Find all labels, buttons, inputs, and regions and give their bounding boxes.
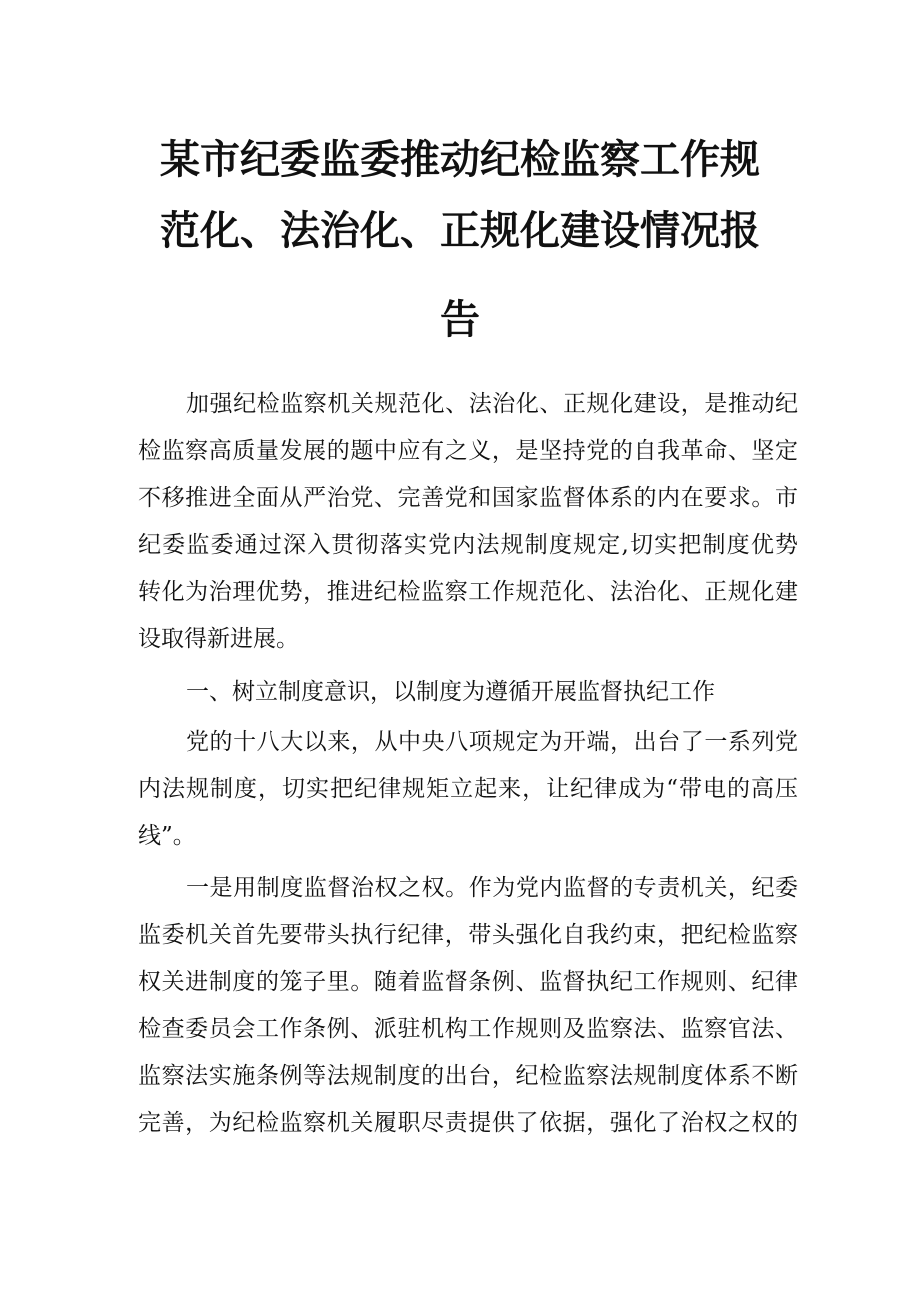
para3-line-6: 完善，为纪检监察机关履职尽责提供了依据，强化了治权之权的 [138,1110,798,1136]
intro-line-6: 设取得新进展。 [138,626,299,652]
intro-line-4: 纪委监委通过深入贯彻落实党内法规制度规定,切实把制度优势 [138,532,798,558]
document-title-line-1: 某市纪委监委推动纪检监察工作规 [160,137,760,183]
document-title-line-3: 告 [440,297,480,343]
intro-line-2: 检监察高质量发展的题中应有之义，是坚持党的自我革命、坚定 [138,438,798,464]
intro-line-1: 加强纪检监察机关规范化、法治化、正规化建设，是推动纪 [186,391,798,417]
para3-line-4: 检查委员会工作条例、派驻机构工作规则及监察法、监察官法、 [138,1016,798,1042]
document-title-line-2: 范化、法治化、正规化建设情况报 [160,208,760,254]
para3-line-2: 监委机关首先要带头执行纪律，带头强化自我约束，把纪检监察 [138,922,798,948]
intro-line-5: 转化为治理优势，推进纪检监察工作规范化、法治化、正规化建 [138,579,798,605]
section-1-heading: 一、树立制度意识，以制度为遵循开展监督执纪工作 [186,679,715,705]
para3-line-1: 一是用制度监督治权之权。作为党内监督的专责机关，纪委 [186,875,798,901]
para3-line-3: 权关进制度的笼子里。随着监督条例、监督执纪工作规则、纪律 [138,969,798,995]
para3-line-5: 监察法实施条例等法规制度的出台，纪检监察法规制度体系不断 [138,1063,798,1089]
para2-line-3: 线”。 [138,823,196,849]
intro-line-3: 不移推进全面从严治党、完善党和国家监督体系的内在要求。市 [138,485,798,511]
para2-line-1: 党的十八大以来，从中央八项规定为开端，出台了一系列党 [186,729,798,755]
para2-line-2: 内法规制度，切实把纪律规矩立起来，让纪律成为“带电的高压 [138,776,798,802]
